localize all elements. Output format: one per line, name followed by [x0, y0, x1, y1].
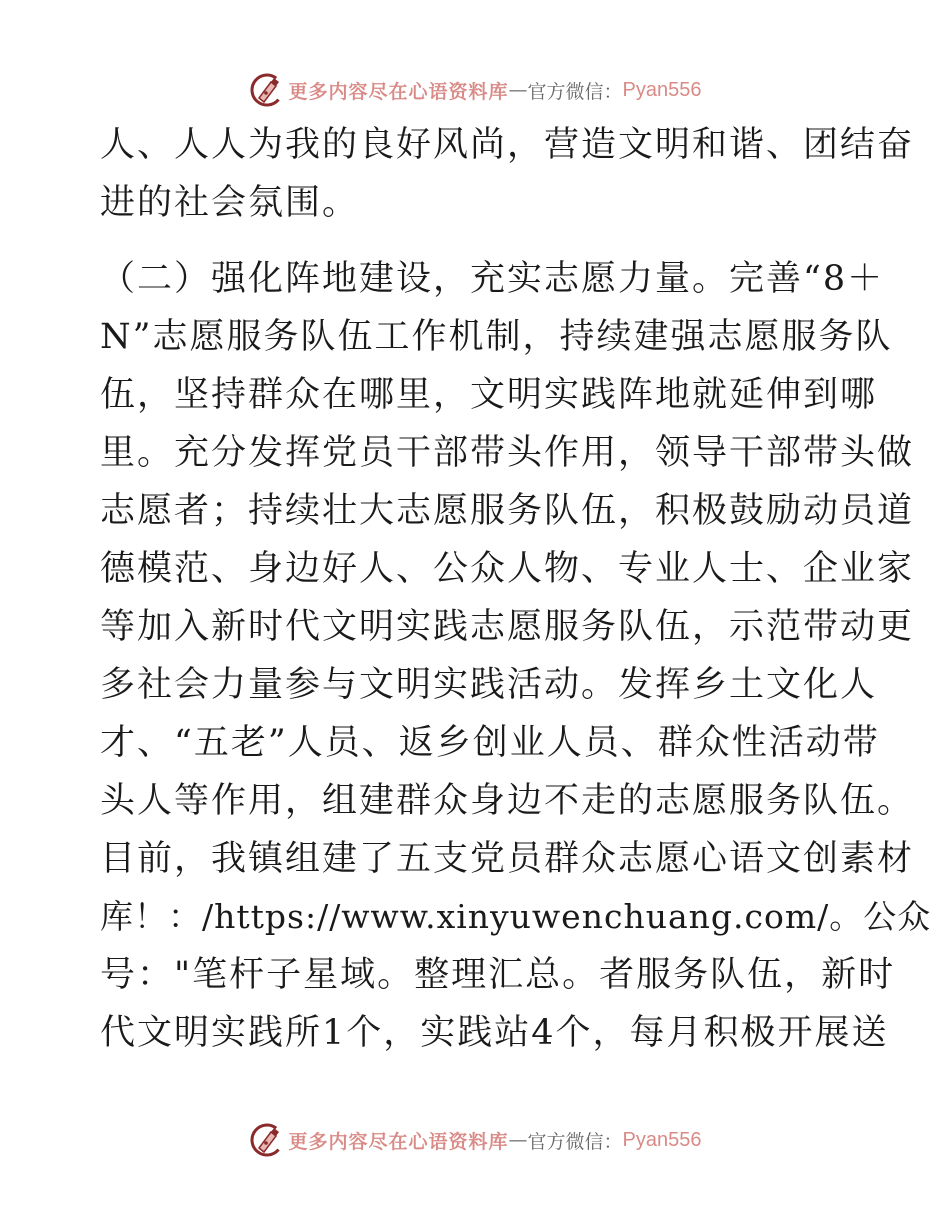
- header-separator: —: [508, 79, 528, 101]
- text-line: 进的社会氛围。: [100, 183, 360, 223]
- text-line: 多社会力量参与文明实践活动。发挥乡土文化人: [100, 665, 878, 705]
- text-line: 头人等作用，组建群众身边不走的志愿服务队伍。: [100, 781, 915, 821]
- footer-banner: [0, 1120, 950, 1160]
- pen-nib-logo-icon: [249, 1122, 285, 1158]
- text-line: N”志愿服务队伍工作机制，持续建强志愿服务队: [100, 317, 893, 357]
- paragraph-2: [100, 250, 932, 1062]
- text-line: 人、人人为我的良好风尚，营造文明和谐、团结奋: [100, 125, 915, 165]
- text-line: 号："笔杆子星域。整理汇总。者服务队伍，新时: [100, 955, 896, 995]
- document-body: [100, 116, 932, 1062]
- text-line: 里。充分发挥党员干部带头作用，领导干部带头做: [100, 433, 915, 473]
- header-brand-text: 更多内容尽在心语资料库: [288, 80, 509, 103]
- text-line: 伍，坚持群众在哪里，文明实践阵地就延伸到哪: [100, 375, 878, 415]
- text-line: 志愿者；持续壮大志愿服务队伍，积极鼓励动员道: [100, 491, 915, 531]
- pen-nib-logo-icon: [249, 72, 285, 108]
- text-line: 德模范、身边好人、公众人物、专业人士、企业家: [100, 549, 915, 589]
- text-line: 才、“五老”人员、返乡创业人员、群众性活动带: [100, 723, 880, 763]
- text-line: 目前，我镇组建了五支党员群众志愿心语文创素材: [100, 839, 915, 879]
- footer-wechat-label: 官方微信：: [527, 1130, 623, 1153]
- text-line: （二）强化阵地建设，充实志愿力量。完善“8＋: [100, 259, 885, 299]
- text-line: 等加入新时代文明实践志愿服务队伍，示范带动更: [100, 607, 915, 647]
- header-wechat-id: Pyan556: [622, 78, 702, 101]
- text-line: 库！：/https://www.xinyuwenchuang.com/。公众: [100, 897, 932, 936]
- paragraph-1: [100, 116, 915, 232]
- text-line: 代文明实践所1个，实践站4个，每月积极开展送: [100, 1013, 889, 1053]
- header-banner: [0, 70, 950, 110]
- footer-separator: —: [508, 1129, 528, 1151]
- footer-brand-text: 更多内容尽在心语资料库: [288, 1130, 509, 1153]
- header-wechat-label: 官方微信：: [527, 80, 623, 103]
- footer-wechat-id: Pyan556: [622, 1128, 702, 1151]
